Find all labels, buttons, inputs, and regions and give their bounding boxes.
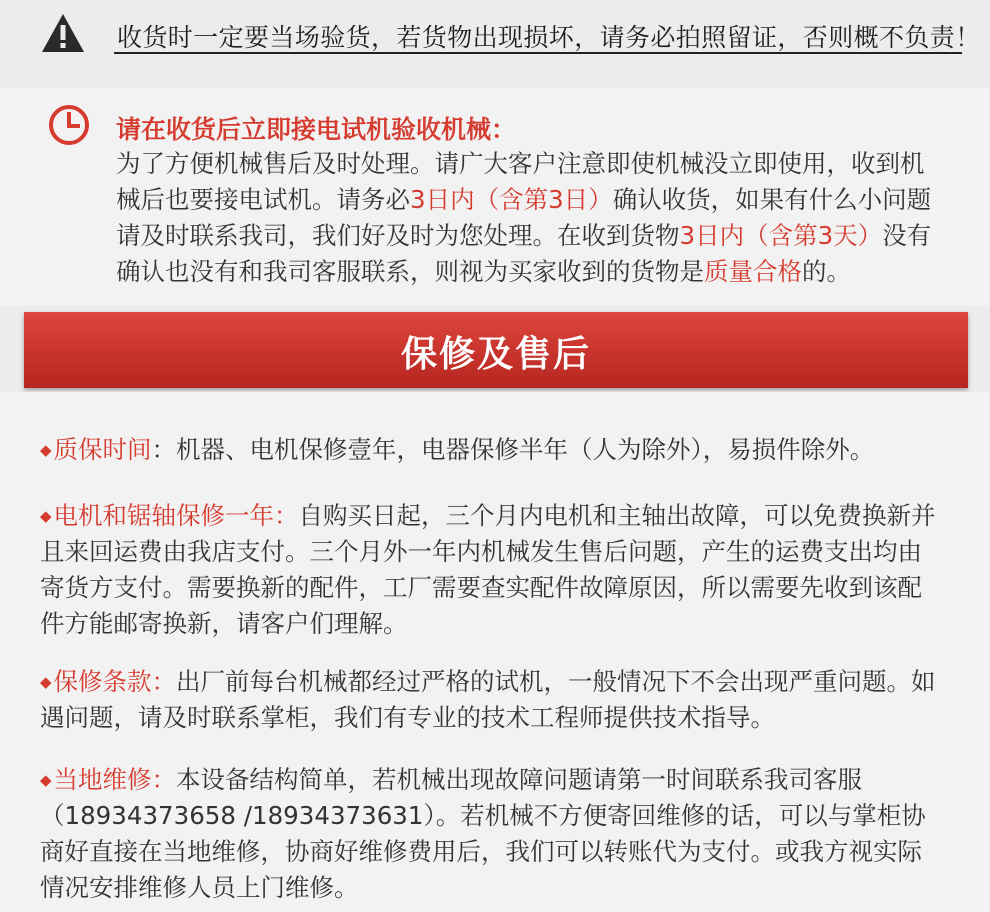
- notice-highlight: 3日内（含第3日）: [410, 185, 613, 214]
- diamond-bullet-icon: ◆: [40, 673, 52, 691]
- diamond-bullet-icon: ◆: [40, 441, 52, 459]
- clock-icon: [47, 103, 91, 147]
- policy-label: 保修条款：: [53, 667, 177, 696]
- policy-text: ：机器、电机保修壹年，电器保修半年（人为除外），易损件除外。: [151, 435, 875, 464]
- policy-label: 电机和锯轴保修一年：: [53, 501, 299, 530]
- policy-local-repair: [40, 762, 940, 906]
- diamond-bullet-icon: ◆: [40, 771, 52, 789]
- policy-text: 本设备结构简单，若机械出现故障问题请第一时间联系我司客服（18934373658 /18934373631）。若机械不方便寄回维修的话，可以与掌柜协商好直接在当地维修，协商好维修费用后，我们可以转账代为支付。或我方视实际情况安排维修人员上门维修。: [40, 765, 926, 902]
- notice-text: 没有确认也没有和我司客服联系，则视为买家收到的货物是: [116, 221, 932, 286]
- policy-warranty-period: [40, 432, 940, 468]
- notice-highlight: 质量合格: [704, 257, 802, 286]
- warning-underline: [114, 52, 962, 54]
- notice-title: 请在收货后立即接电试机验收机械：: [116, 115, 517, 144]
- banner-title: 保修及售后: [400, 334, 591, 375]
- notice-highlight: 3日内（含第3天）: [679, 221, 883, 250]
- policy-text: 自购买日起，三个月内电机和主轴出故障，可以免费换新并且来回运费由我店支付。三个月外一年内机械发生售后问题，产生的运费支出均由寄货方支付。需要换新的配件，工厂需要查实配件故障原因，所以需要先收到该配件方能邮寄换新，请客户们理解。: [40, 501, 936, 638]
- policy-text: 出厂前每台机械都经过严格的试机，一般情况下不会出现严重问题。如遇问题，请及时联系掌柜，我们有专业的技术工程师提供技术指导。: [40, 667, 936, 732]
- policy-motor-warranty: [40, 498, 940, 642]
- notice-text: 的。: [802, 257, 851, 286]
- section-banner: [24, 312, 968, 388]
- policy-label: 质保时间: [53, 435, 152, 464]
- warning-triangle-icon: [40, 12, 86, 54]
- policy-label: 当地维修：: [53, 765, 177, 794]
- top-warning-bar: [0, 0, 990, 88]
- notice-body: [116, 146, 946, 290]
- diamond-bullet-icon: ◆: [40, 507, 52, 525]
- notice-text: 确认收货，如果有什么小问题请及时联系我司，我们好及时为您处理。在收到货物: [116, 185, 932, 250]
- warning-text: 收货时一定要当场验货，若货物出现损坏，请务必拍照留证，否则概不负责！: [117, 23, 981, 52]
- policy-warranty-terms: [40, 664, 940, 736]
- notice-text: 为了方便机械售后及时处理。请广大客户注意即使机械没立即使用，收到机械后也要接电试机。请务必: [116, 149, 925, 214]
